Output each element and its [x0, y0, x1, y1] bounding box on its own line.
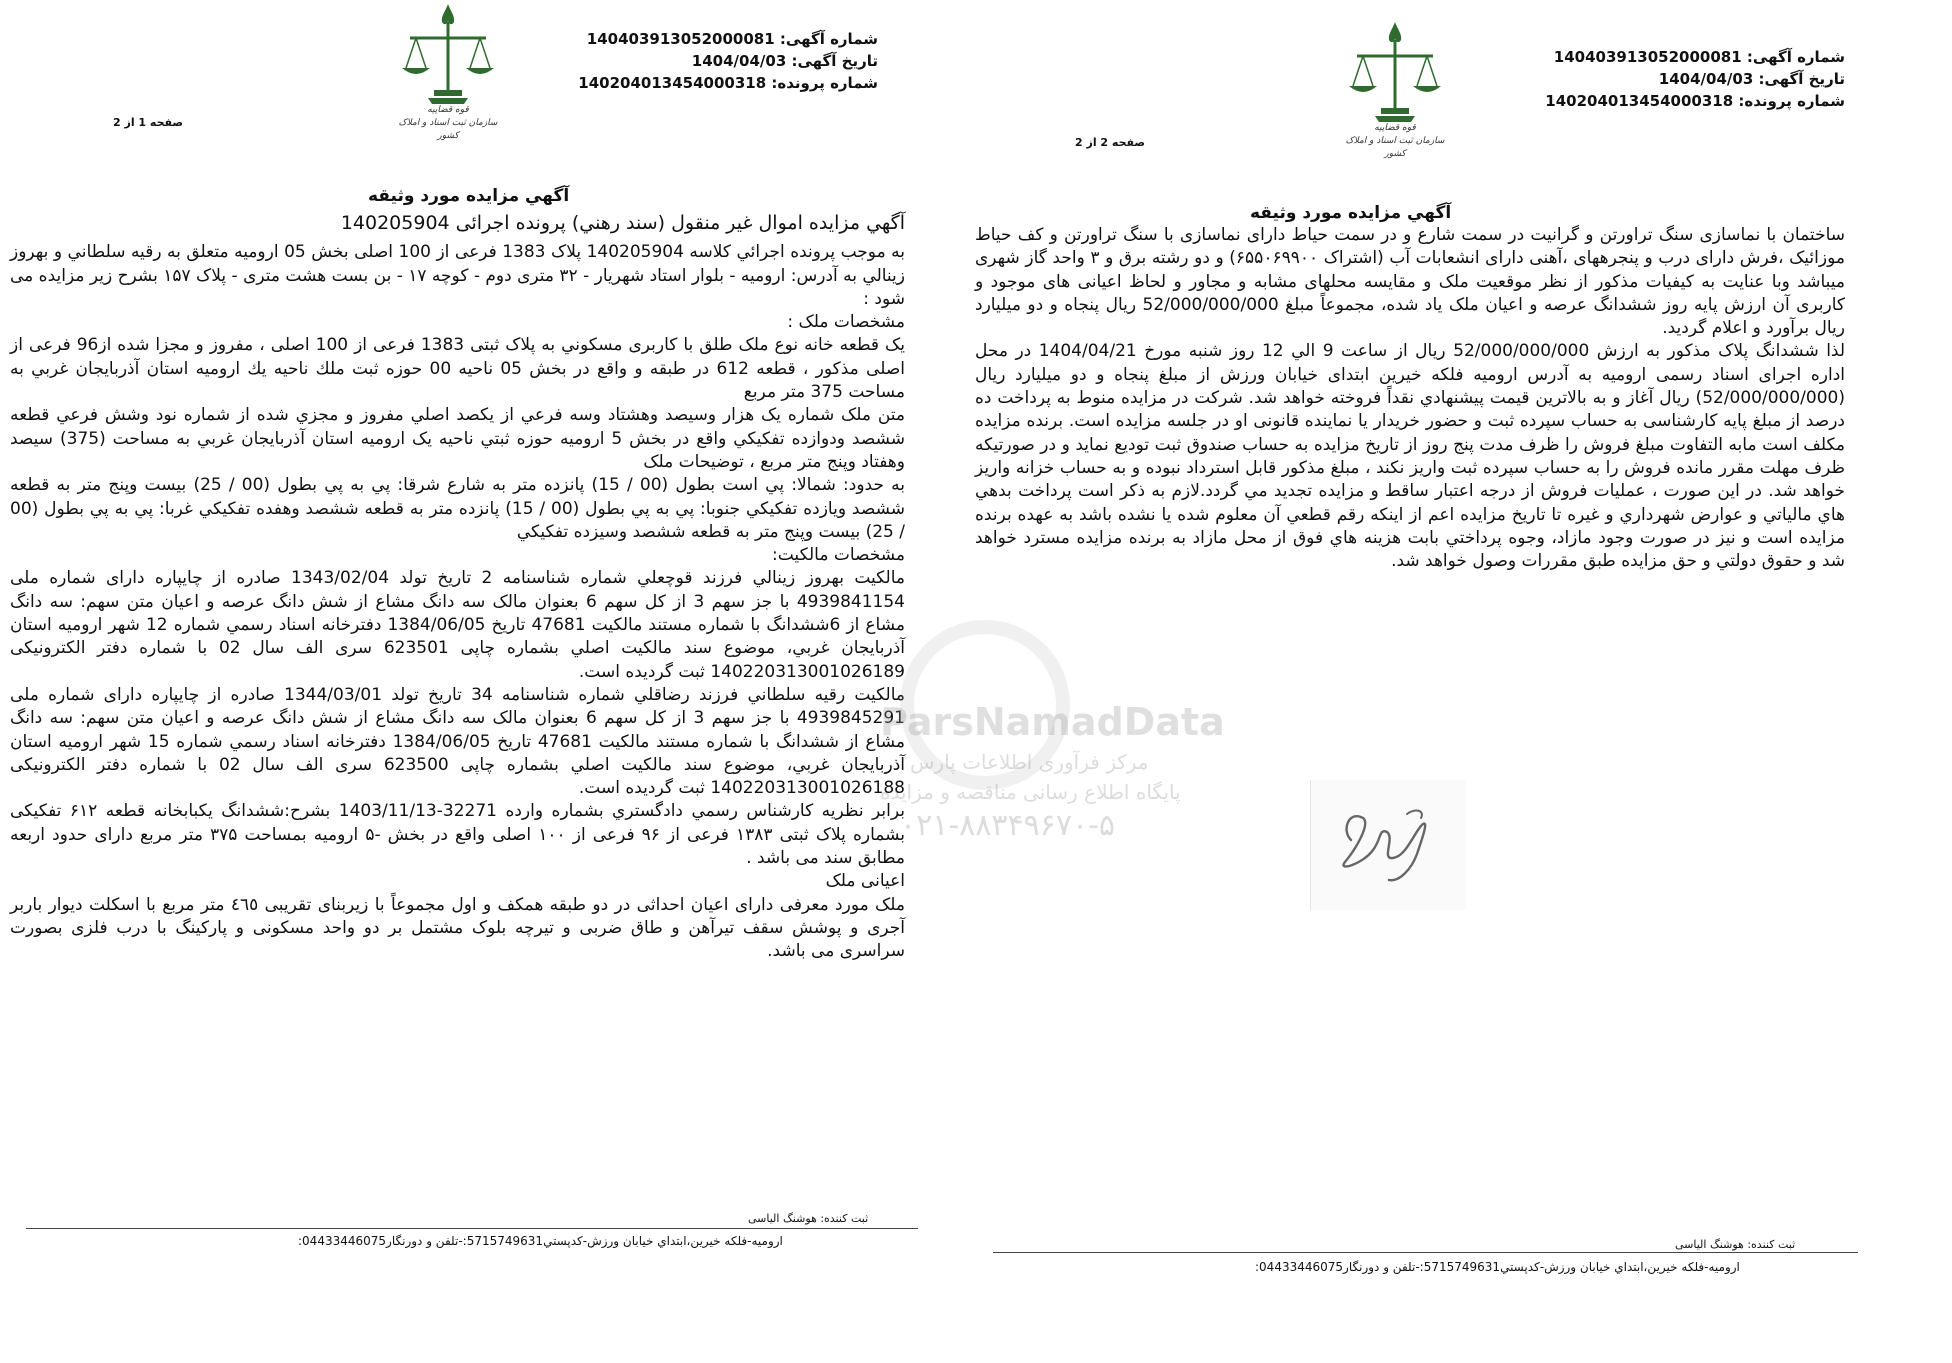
registrar — [1675, 1238, 1795, 1251]
paragraph-boundaries: به حدود: شمالا: پي است بطول (00 / 15) پانزده متر به شارع شرقا: پي به پي بطول (00 / 25) بيست وپنج متر به قطعه ششصد ويازده تفكيكي جنوبا: پي به پي بطول (00 / 15) پانزده متر به قطعه ششصد وهفده تفكيكي غربا: پي به پي بطول (00 / 25) بيست وپنج متر به قطعه ششصد وسيزده تفكيكي — [10, 475, 906, 542]
ad-number-row — [588, 28, 878, 50]
footer-divider — [993, 1252, 1858, 1253]
paragraph-property-heading: مشخصات ملک : — [787, 312, 905, 333]
registrar-label: ثبت کننده: — [1747, 1238, 1796, 1251]
paragraph-buildings: ملک مورد معرفی دارای اعیان احداثی در دو طبقه همکف و اول مجموعاً با زیربنای تقریبی ٤٦٥ متر مربع با اسکلت دیوار باربر آجری و پوشش سقف تیرآهن و طاق ضربی و تیرچه بلوک مشتمل بر دو واحد مسکونی و پارکینگ با درب فلزی بصورت سراسری می باشد. — [10, 894, 906, 962]
registrar-name: هوشنگ الیاسی — [748, 1212, 817, 1225]
watermark-line1: مرکز فرآوری اطلاعات پارس — [910, 750, 1149, 774]
paragraph-auction-terms: لذا ششدانگ پلاک مذكور به ارزش 52/000/000/000 ريال از ساعت 9 الي 12 روز شنبه مورخ 1404/04/21 در محل اداره اجرای اسناد رسمی ارومیه به آدرس ارومیه فلکه خیرین ابتدای خیابان ورزش از مبلغ پنجاه و دو میلیارد ريال (52/000/000/000) ريال آغاز و به بالاترين قيمت پيشنهادي نقداً فروخته خواهد شد. شركت در مزايده منوط به پرداخت ده درصد از مبلغ پايه كارشناسی به حساب سپرده ثبت و حضور خریدار یا نماینده قانونی او در جلسه مزایده است. برنده مزایده مکلف است مابه التفاوت مبلغ فروش را ظرف مدت پنج روز از تاريخ مزايده به حساب صندوق ثبت توديع نمايد و در صورتيكه ظرف مهلت مقرر مانده فروش را به حساب سپرده ثبت واريز نكند ، مبلغ مذكور قابل استرداد نبوده و به حساب خزانه واريز خواهد شد. در اين صورت ، عمليات فروش از درجه اعتبار ساقط و مزايده تجديد مي گردد.لازم به ذكر است پرداخت بدهي هاي مالياتي و عوارض شهرداري و غيره تا تاريخ مزايده اعم از اينكه رقم قطعي آن معلوم شده يا نشده باشد به عهده برنده مزايده است و نيز در صورت وجود مازاد، وجوه پرداختي بابت هزينه هاي فوق از محل مازاد به برنده مزايده مسترد خواهد شد و حقوق دولتي و حق مزايده طبق مقررات وصول خواهد شد. — [975, 341, 1846, 572]
paragraph-property-spec: یک قطعه خانه نوع ملک طلق با كاربرى مسكوني به پلاک ثبتی 1383 فرعی از 100 اصلی ، مفروز و مجزا شده از96 فرعی از اصلی مذکور ، قطعه 612 در طبقه و واقع در بخش 05 ناحیه 00 حوزه ثبت ملك ناحيه يك اروميه استان آذربايجان غربي به مساحت 375 متر مربع — [10, 335, 905, 403]
notice-page-1 — [8, 0, 948, 1363]
case-number: 140204013454000318 — [578, 74, 767, 92]
paragraph-expert-opinion: برابر نظريه كارشناس رسمي دادگستري بشماره وارده 32271-1403/11/13 بشرح:ششدانگ یکبابخانه قطعه ۶۱۲ تفکیکی بشماره پلاک ثبتی ۱۳۸۳ فرعی از ۹۶ فرعی از ۱۰۰ اصلی واقع در بخش -۵ ارومیه بمساحت ۳۷۵ متر مربع دارای حدود اربعه مطابق سند می باشد . — [10, 801, 906, 869]
case-number-row — [1545, 90, 1845, 112]
case-number-label: شماره پرونده: — [1738, 92, 1845, 110]
watermark-phone: ۰۲۱-۸۸۳۴۹۶۷۰-۵ — [900, 808, 1116, 843]
ad-number-row — [1555, 46, 1845, 68]
notice-body — [975, 224, 1845, 573]
ad-date: 1404/04/03 — [691, 52, 787, 70]
paragraph-owner-2: مالکیت رقيه سلطاني فرزند رضاقلي شماره شناسنامه 34 تاریخ تولد 1344/03/01 صادره از چايپاره دارای شماره ملی 4939845291 با جز سهم 3 از كل سهم 6 بعنوان مالک سه دانگ مشاع از شش دانگ عرصه و اعيان متن سهم: سه دانگ مشاع از ششدانگ با شماره مستند مالكيت 47681 تاريخ 1384/06/05 دفترخانه اسناد رسمي شماره 15 شهر اروميه استان آذربايجان غربي، موضوع سند مالكيت اصلي بشماره چاپی 623500 سری الف سال 02 با شماره دفتر الکترونیکی 140220313001026188 ثبت گرديده است. — [10, 684, 906, 799]
office-address: اروميه-فلكه خيرين،ابتداي خيابان ورزش-كدپستي5715749631:-تلفن و دورنگار04433446075: — [1255, 1260, 1740, 1274]
notice-meta — [1545, 46, 1845, 112]
notice-title: آگهي مزايده مورد وثيقه — [368, 186, 570, 206]
emblem-org-line2: سازمان ثبت اسناد و املاک کشور — [398, 118, 498, 141]
footer-divider — [26, 1228, 918, 1229]
watermark-brand: ParsNamadData — [880, 700, 1225, 744]
ad-number: 140403913052000081 — [1553, 48, 1742, 66]
registrar-label: ثبت کننده: — [820, 1212, 869, 1225]
case-number-label: شماره پرونده: — [771, 74, 878, 92]
notice-body — [10, 212, 905, 964]
case-number: 140204013454000318 — [1545, 92, 1734, 110]
notice-subtitle: آگهي مزايده اموال غير منقول (سند رهني) پرونده اجرائی 140205904 — [340, 212, 905, 234]
ad-date-label: تاریخ آگهی: — [1758, 70, 1845, 88]
emblem-caption — [388, 104, 508, 143]
paragraph-ownership-heading: مشخصات مالکیت: — [772, 545, 905, 566]
ad-number: 140403913052000081 — [586, 30, 775, 48]
ad-number-label: شماره آگهی: — [1746, 48, 1845, 66]
registrar-name: هوشنگ الیاسی — [1675, 1238, 1744, 1251]
emblem-org-line1: قوه قضاییه — [427, 105, 469, 115]
ad-date-row — [588, 50, 878, 72]
watermark-line2: پایگاه اطلاع رسانی مناقصه و مزایده — [880, 780, 1181, 804]
ad-number-label: شماره آگهی: — [779, 30, 878, 48]
paragraph-building-details: ساختمان با نماسازی سنگ تراورتن و گرانیت در سمت شارع و در سمت حیاط دارای نماسازی با سنگ تراورتن و کف حیاط موزائیک ،فرش دارای درب و پنجرههای ،آهنی دارای انشعابات آب (اشتراک ۶۵۵۰۶۹۹۰۰) و دو رشته برق و ۳ واحد گاز شهری میباشد وبا عنایت به کیفیات مذکور از نظر موقعیت ملک و مقایسه محلهای مشابه و مجاور و لحاظ اعیانی های موجود و کاربری آن ارزش پایه روز ششدانگ عرصه و اعیان ملک یاد شده، مجموعاً مبلغ 52/000/000/000 ریال پنجاه و دو میلیارد ریال برآورد و اعلام گردید. — [975, 225, 1846, 339]
emblem-org-line2: سازمان ثبت اسناد و املاک کشور — [1345, 136, 1445, 159]
notice-title: آگهي مزايده مورد وثيقه — [1250, 203, 1452, 223]
paragraph-case-intro: به موجب پرونده اجرائي كلاسه 140205904 پلاک 1383 فرعی از 100 اصلی بخش 05 ارومیه متعلق به رقيه سلطاني و بهروز زينالي به آدرس: ارومیه - بلوار استاد شهریار - ۳۲ متری دوم - کوچه ۱۷ - بن بست هشت متری - پلاک ۱۵۷ بشرح زير مزايده مى شود : — [10, 242, 906, 309]
paragraph-property-text: متن ملک شماره یک هزار وسیصد وهشتاد وسه فرعي از یکصد اصلي مفروز و مجزي شده از شماره نود وشش فرعي قطعه ششصد ودوازده تفكيكي واقع در بخش 5 اروميه حوزه ثبتي ناحيه يک اروميه استان آذربايجان غربي به مساحت (375) سيصد وهفتاد وپنج متر مربع ، توضيحات ملک — [10, 405, 906, 472]
signature-icon — [1310, 780, 1466, 910]
office-address: اروميه-فلكه خيرين،ابتداي خيابان ورزش-كدپستي5715749631:-تلفن و دورنگار04433446075: — [298, 1234, 783, 1248]
registrar — [748, 1212, 868, 1225]
notice-meta — [578, 28, 878, 94]
ad-date-row — [1555, 68, 1845, 90]
paragraph-owner-1: مالکیت بهروز زينالي فرزند قوچعلي شماره شناسنامه 2 تاریخ تولد 1343/02/04 صادره از چايپاره دارای شماره ملی 4939841154 با جز سهم 3 از كل سهم 6 بعنوان مالک سه دانگ مشاع از شش دانگ عرصه و اعيان متن سهم: سه دانگ مشاع از 6ششدانگ با شماره مستند مالكيت 47681 تاريخ 1384/06/05 دفترخانه اسناد رسمي شماره 12 شهر اروميه استان آذربايجان غربي، موضوع سند مالكيت اصلي بشماره چاپی 623501 سری الف سال 02 با شماره دفتر الکترونیکی 140220313001026189 ثبت گرديده است. — [10, 568, 906, 682]
paragraph-buildings-heading: اعیانی ملک — [825, 871, 905, 892]
page-number: صفحه 1 از 2 — [113, 116, 184, 129]
emblem-org-line1: قوه قضاییه — [1374, 123, 1416, 133]
case-number-row — [578, 72, 878, 94]
page-number: صفحه 2 از 2 — [1075, 136, 1146, 149]
notice-page-2 — [975, 0, 1915, 1363]
ad-date: 1404/04/03 — [1658, 70, 1754, 88]
emblem-caption — [1335, 122, 1455, 161]
ad-date-label: تاریخ آگهی: — [791, 52, 878, 70]
